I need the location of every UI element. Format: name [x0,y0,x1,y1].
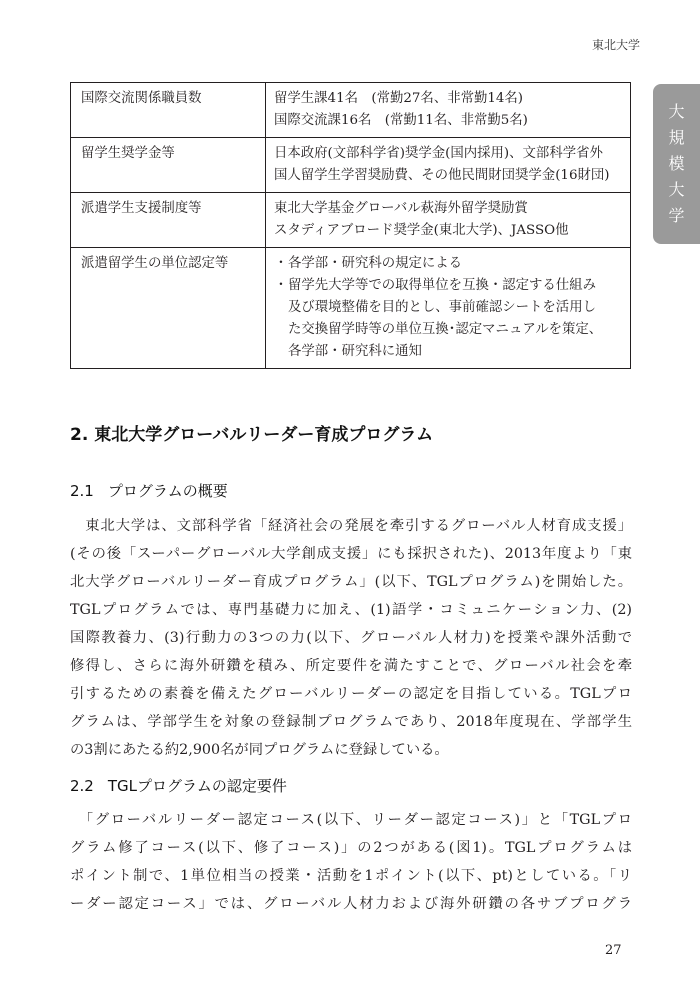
row-value [266,193,631,248]
paragraph-line: ーダー認定コース」では、グローバル人材力および海外研鑽の各サブプログラ [70,896,632,912]
value-line: た交換留学時等の単位互換･認定マニュアルを策定、 [288,322,603,337]
bullet-text [288,275,622,363]
value-line: 東北大学基金グローバル萩海外留学奨励賞 [274,201,528,216]
table-row [71,138,631,193]
paragraph-line: グラム修了コース(以下、修了コース)」の2つがある(図1)。TGLプログラムは [70,840,632,856]
section-heading: 2. 東北大学グローバルリーダー育成プログラム [70,425,434,445]
side-tab-char: 大 [668,180,685,199]
value-line: 日本政府(文部科学省)奨学金(国内採用)、文部科学省外 [274,146,603,161]
row-value [266,83,631,138]
subsection-number: 2.2 [70,777,94,795]
paragraph-line: 東北大学は、文部科学省「経済社会の発展を牽引するグローバル人材育成支援」 [70,518,632,534]
bullet-item [274,253,622,275]
value-line: スタディアブロード奨学金(東北大学)、JASSO他 [274,223,569,238]
paragraph-line: の3割にあたる約2,900名が同プログラムに登録している。 [70,742,449,758]
table-row [71,83,631,138]
bullet-text [288,253,622,275]
paragraph-line: 「グローバルリーダー認定コース(以下、リーダー認定コース)」と「TGLプロ [70,812,632,828]
subsection-title: プログラムの概要 [107,482,228,500]
row-value [266,248,631,369]
row-label: 派遣学生支援制度等 [71,193,266,248]
table-row [71,248,631,369]
paragraph-line: グラムは、学部学生を対象の登録制プログラムであり、2018年度現在、学部学生 [70,714,632,730]
running-header: 東北大学 [591,38,640,52]
subsection-title: TGLプログラムの認定要件 [107,777,287,795]
paragraph-requirements [70,806,632,918]
side-tab-char: 大 [668,102,685,121]
paragraph-line: TGLプログラムでは、専門基礎力に加え、(1)語学・コミュニケーション力、(2) [70,602,632,618]
value-line: 留学生課41名 (常勤27名、非常勤14名) [274,91,524,106]
international-exchange-table [70,82,631,369]
value-line: 及び環境整備を目的とし、事前確認シートを活用し [288,300,596,315]
subsection-number: 2.1 [70,482,94,500]
paragraph-line: 国際教養力、(3)行動力の3つの力(以下、グローバル人材力)を授業や課外活動で [70,630,632,646]
value-line: 国人留学生学習奨励費、その他民間財団奨学金(16財団) [274,168,610,183]
paragraph-line: 引するための素養を備えたグローバルリーダーの認定を目指している。TGLプロ [70,686,632,702]
bullet-dot: ・ [274,278,288,293]
subsection-heading [70,775,287,796]
paragraph-overview [70,512,632,764]
row-label: 派遣留学生の単位認定等 [71,248,266,369]
bullet-item [274,275,622,363]
paragraph-line: 北大学グローバルリーダー育成プログラム」(以下、TGLプログラム)を開始した。 [70,574,632,590]
row-label: 留学生奨学金等 [71,138,266,193]
side-tab-char: 規 [668,128,685,147]
page-number: 27 [605,943,622,958]
subsection-heading [70,480,228,501]
value-line: 国際交流課16名 (常勤11名、非常勤5名) [274,113,528,128]
bullet-dot: ・ [274,256,288,271]
side-tab-char: 学 [668,206,685,225]
side-tab-char: 模 [668,154,685,173]
row-value [266,138,631,193]
chapter-side-tab [653,84,700,244]
value-line: 各学部・研究科の規定による [288,256,463,271]
value-line: 留学先大学等での取得単位を互換・認定する仕組み [288,278,596,293]
paragraph-line: (その後「スーパーグローバル大学創成支援」にも採択された)、2013年度より「東 [70,546,632,562]
value-line: 各学部・研究科に通知 [288,344,422,359]
row-label: 国際交流関係職員数 [71,83,266,138]
paragraph-line: 修得し、さらに海外研鑽を積み、所定要件を満たすことで、グローバル社会を牽 [70,658,632,674]
table-row [71,193,631,248]
paragraph-line: ポイント制で、1単位相当の授業・活動を1ポイント(以下、pt)としている。「リ [70,868,632,884]
